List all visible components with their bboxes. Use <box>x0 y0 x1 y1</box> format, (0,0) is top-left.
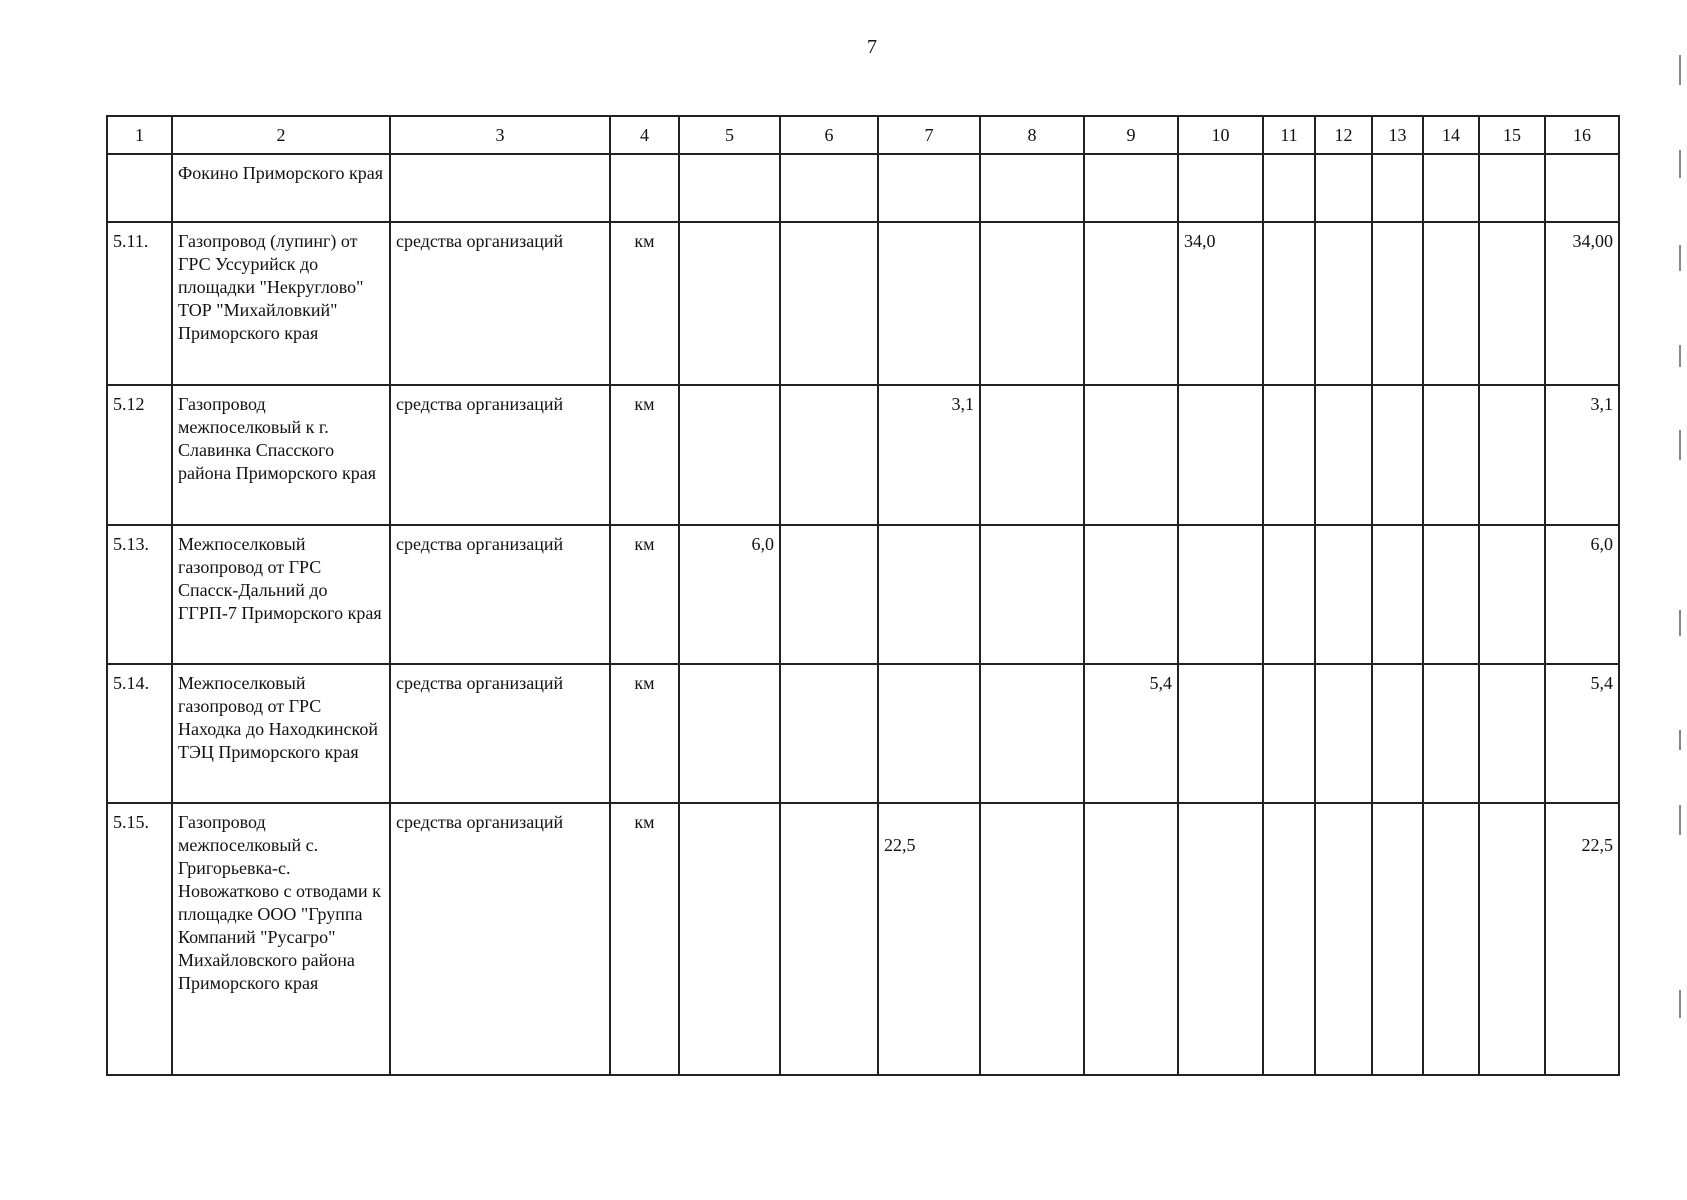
header-col-7: 7 <box>878 116 980 154</box>
cell-c12 <box>1315 664 1372 803</box>
header-row <box>107 116 1619 154</box>
cell-no <box>107 154 172 222</box>
cell-source <box>390 154 610 222</box>
cell-c6 <box>780 664 878 803</box>
cell-c6 <box>780 222 878 385</box>
cell-c16 <box>1545 154 1619 222</box>
cell-c5 <box>679 385 780 525</box>
cell-c5 <box>679 803 780 1075</box>
cell-c15 <box>1479 803 1545 1075</box>
cell-c16-value: 22,5 <box>1581 835 1613 855</box>
cell-c15 <box>1479 385 1545 525</box>
scan-mark <box>1679 150 1681 178</box>
cell-c10: 34,0 <box>1178 222 1263 385</box>
cell-c7-offset <box>884 811 974 834</box>
cell-unit: км <box>610 222 679 385</box>
cell-c9: 5,4 <box>1084 664 1178 803</box>
cell-c7-value: 22,5 <box>884 835 916 855</box>
cell-name: Газопровод межпоселковый к г. Славинка Спасского района Приморского края <box>172 385 390 525</box>
cell-c11 <box>1263 664 1315 803</box>
cell-name: Газопровод межпоселковый с. Григорьевка-с. Новожатково с отводами к площадке ООО "Группа Компаний "Русагро" Михайловского района Приморского края <box>172 803 390 1075</box>
cell-c16 <box>1545 803 1619 1075</box>
scan-mark <box>1679 345 1681 367</box>
scan-mark <box>1679 805 1681 835</box>
cell-c16: 5,4 <box>1545 664 1619 803</box>
scan-mark <box>1679 610 1681 636</box>
cell-c11 <box>1263 154 1315 222</box>
cell-c6 <box>780 154 878 222</box>
header-col-11: 11 <box>1263 116 1315 154</box>
cell-c5 <box>679 222 780 385</box>
cell-c15 <box>1479 222 1545 385</box>
cell-c9 <box>1084 803 1178 1075</box>
cell-c16: 3,1 <box>1545 385 1619 525</box>
header-col-9: 9 <box>1084 116 1178 154</box>
cell-c16: 34,00 <box>1545 222 1619 385</box>
cell-source: средства организаций <box>390 525 610 664</box>
cell-unit <box>610 154 679 222</box>
header-col-8: 8 <box>980 116 1084 154</box>
cell-c14 <box>1423 385 1479 525</box>
scan-mark <box>1679 245 1681 271</box>
header-col-12: 12 <box>1315 116 1372 154</box>
cell-c10 <box>1178 385 1263 525</box>
header-col-3: 3 <box>390 116 610 154</box>
cell-c8 <box>980 803 1084 1075</box>
cell-c5 <box>679 154 780 222</box>
cell-c7 <box>878 222 980 385</box>
cell-c9 <box>1084 385 1178 525</box>
table-row <box>107 525 1619 664</box>
cell-c13 <box>1372 385 1423 525</box>
cell-c14 <box>1423 525 1479 664</box>
cell-c15 <box>1479 525 1545 664</box>
cell-c16-offset <box>1551 811 1613 834</box>
cell-c8 <box>980 222 1084 385</box>
cell-unit: км <box>610 525 679 664</box>
cell-name: Межпоселковый газопровод от ГРС Находка до Находкинской ТЭЦ Приморского края <box>172 664 390 803</box>
cell-c14 <box>1423 664 1479 803</box>
cell-c13 <box>1372 664 1423 803</box>
scan-mark <box>1679 990 1681 1018</box>
scan-mark <box>1679 430 1681 460</box>
cell-c13 <box>1372 154 1423 222</box>
cell-source: средства организаций <box>390 664 610 803</box>
table-row <box>107 803 1619 1075</box>
cell-source: средства организаций <box>390 222 610 385</box>
cell-c12 <box>1315 803 1372 1075</box>
cell-c8 <box>980 385 1084 525</box>
cell-name: Газопровод (лупинг) от ГРС Уссурийск до площадки "Некруглово" ТОР "Михайловкий" Приморского края <box>172 222 390 385</box>
cell-c12 <box>1315 525 1372 664</box>
cell-c8 <box>980 525 1084 664</box>
cell-name: Межпоселковый газопровод от ГРС Спасск-Дальний до ГГРП-7 Приморского края <box>172 525 390 664</box>
header-col-13: 13 <box>1372 116 1423 154</box>
cell-unit: км <box>610 385 679 525</box>
cell-c13 <box>1372 525 1423 664</box>
cell-c7 <box>878 803 980 1075</box>
cell-c9 <box>1084 222 1178 385</box>
cell-c14 <box>1423 803 1479 1075</box>
cell-c10 <box>1178 664 1263 803</box>
cell-c11 <box>1263 222 1315 385</box>
cell-no: 5.14. <box>107 664 172 803</box>
cell-c12 <box>1315 222 1372 385</box>
table-body <box>107 154 1619 1075</box>
cell-c7 <box>878 525 980 664</box>
cell-source: средства организаций <box>390 803 610 1075</box>
table-row <box>107 222 1619 385</box>
cell-c9 <box>1084 154 1178 222</box>
table-row <box>107 385 1619 525</box>
cell-c8 <box>980 154 1084 222</box>
cell-c16: 6,0 <box>1545 525 1619 664</box>
cell-no: 5.13. <box>107 525 172 664</box>
header-col-4: 4 <box>610 116 679 154</box>
data-table <box>106 115 1620 1076</box>
cell-no: 5.11. <box>107 222 172 385</box>
header-col-6: 6 <box>780 116 878 154</box>
cell-c14 <box>1423 154 1479 222</box>
cell-no: 5.15. <box>107 803 172 1075</box>
scan-mark <box>1679 55 1681 85</box>
cell-c10 <box>1178 803 1263 1075</box>
cell-c8 <box>980 664 1084 803</box>
cell-c15 <box>1479 154 1545 222</box>
cell-c7 <box>878 664 980 803</box>
header-col-14: 14 <box>1423 116 1479 154</box>
table-header <box>107 116 1619 154</box>
cell-source: средства организаций <box>390 385 610 525</box>
cell-c11 <box>1263 803 1315 1075</box>
header-col-16: 16 <box>1545 116 1619 154</box>
cell-c11 <box>1263 525 1315 664</box>
cell-no: 5.12 <box>107 385 172 525</box>
cell-unit: км <box>610 803 679 1075</box>
cell-c5: 6,0 <box>679 525 780 664</box>
cell-c13 <box>1372 222 1423 385</box>
cell-c10 <box>1178 154 1263 222</box>
table-row <box>107 664 1619 803</box>
cell-c6 <box>780 803 878 1075</box>
cell-c14 <box>1423 222 1479 385</box>
cell-c10 <box>1178 525 1263 664</box>
cell-c12 <box>1315 385 1372 525</box>
table-row <box>107 154 1619 222</box>
cell-c6 <box>780 385 878 525</box>
cell-c11 <box>1263 385 1315 525</box>
cell-c5 <box>679 664 780 803</box>
cell-c6 <box>780 525 878 664</box>
page-number: 7 <box>867 36 877 58</box>
cell-c9 <box>1084 525 1178 664</box>
header-col-5: 5 <box>679 116 780 154</box>
cell-name: Фокино Приморского края <box>172 154 390 222</box>
cell-unit: км <box>610 664 679 803</box>
cell-c7 <box>878 154 980 222</box>
scan-mark <box>1679 730 1681 750</box>
cell-c7: 3,1 <box>878 385 980 525</box>
cell-c15 <box>1479 664 1545 803</box>
header-col-10: 10 <box>1178 116 1263 154</box>
cell-c12 <box>1315 154 1372 222</box>
header-col-1: 1 <box>107 116 172 154</box>
header-col-2: 2 <box>172 116 390 154</box>
cell-c13 <box>1372 803 1423 1075</box>
header-col-15: 15 <box>1479 116 1545 154</box>
